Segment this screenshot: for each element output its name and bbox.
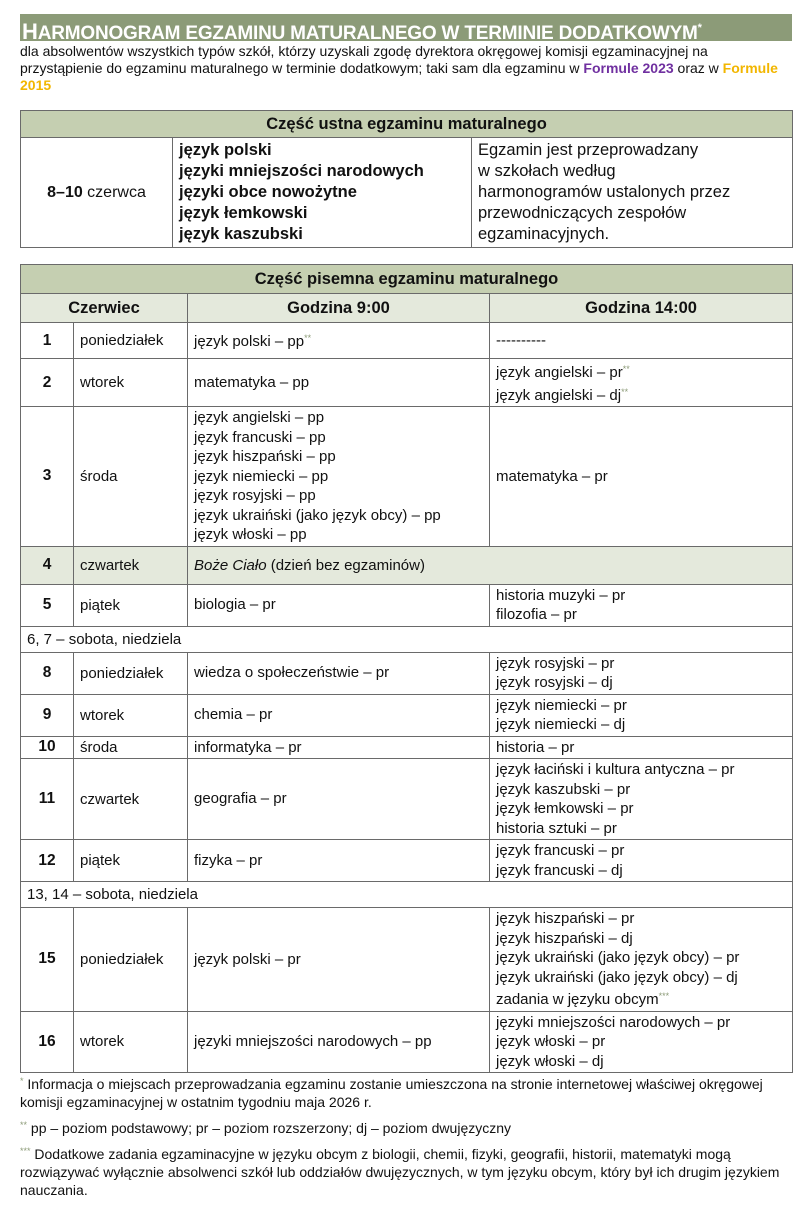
exam-entry: język łemkowski – pr [496,800,634,817]
weekday: czwartek [74,546,188,584]
footnote-mark: *** [658,991,670,1001]
exam-entry: język ukraiński (jako język obcy) – pp [194,506,441,524]
exam-14-cell [490,359,793,407]
footnote-mark: ** [622,364,630,374]
weekday: poniedziałek [74,652,188,694]
exam-9-cell [188,584,490,626]
exam-entry: język kaszubski – pr [496,780,631,798]
weekday: piątek [74,584,188,626]
footnote-mark: ** [621,386,629,397]
oral-heading: Część ustna egzaminu maturalnego [21,111,793,138]
exam-entry: język włoski – pp [194,526,307,543]
exam-14-cell [490,1011,793,1073]
intro-text: dla absolwentów wszystkich typów szkół, którzy uzyskali zgodę dyrektora okręgowej komisji egzaminacyjnej na przystąpienie do egzaminu maturalnego w terminie dodatkowym; taki sam dla egzaminu w Formule 2023 oraz w Formule 2015 [20,43,778,93]
exam-day-row [21,694,793,736]
col-9: Godzina 9:00 [188,294,490,323]
weekday: wtorek [74,359,188,407]
footnotes [20,1072,792,1204]
exam-entry: matematyka – pr [496,467,608,485]
weekday: piątek [74,840,188,882]
exam-entry: języki mniejszości narodowych – pp [194,1033,432,1050]
exam-entry: informatyka – pr [194,738,302,756]
exam-entry: język hiszpański – pp [194,448,336,465]
col-month: Czerwiec [21,294,188,323]
exam-entry: język rosyjski – pr [496,654,615,672]
exam-entry: matematyka – pp [194,373,310,391]
weekend-row [21,882,793,908]
exam-entry: chemia – pr [194,706,273,724]
exam-day-row [21,407,793,547]
exam-day-row [21,584,793,626]
day-number: 10 [21,736,74,759]
exam-entry: historia muzyki – pr [496,586,626,604]
exam-entry: język angielski – dj** [496,386,629,404]
weekend-label: 6, 7 – sobota, niedziela [21,626,793,652]
footnote-mark: ** [304,333,312,344]
written-heading: Część pisemna egzaminu maturalnego [21,265,793,294]
exam-entry: język ukraiński (jako język obcy) – pr [496,949,740,966]
footnote: ** pp – poziom podstawowy; pr – poziom rozszerzony; dj – poziom dwujęzyczny [20,1120,512,1136]
exam-day-row [21,323,793,359]
exam-entry: język łaciński i kultura antyczna – pr [496,761,735,778]
written-exam-table [20,264,793,1073]
exam-9-cell [188,1011,490,1073]
exam-entry: język francuski – dj [496,861,623,879]
exam-entry: język angielski – pp [194,409,325,426]
formula-2023-label: Formule 2023 [583,60,674,76]
exam-day-row [21,652,793,694]
exam-day-row [21,1011,793,1073]
exam-9-cell [188,840,490,882]
day-number: 8 [21,652,74,694]
exam-entry: język francuski – pp [194,428,326,446]
exam-entry: geografia – pr [194,790,287,808]
exam-14-cell [490,736,793,759]
weekday: wtorek [74,694,188,736]
col-14: Godzina 14:00 [490,294,793,323]
weekday: poniedziałek [74,908,188,1012]
exam-entry: język włoski – dj [496,1052,604,1070]
exam-14-cell [490,694,793,736]
exam-14-cell [490,759,793,840]
weekend-row [21,626,793,652]
exam-entry: język niemiecki – pr [496,696,627,714]
exam-14-cell [490,908,793,1012]
weekday: środa [74,736,188,759]
day-number: 9 [21,694,74,736]
weekday: wtorek [74,1011,188,1073]
exam-9-cell [188,759,490,840]
exam-14-cell [490,840,793,882]
oral-note: Egzamin jest przeprowadzany w szkołach według harmonogramów ustalonych przez przewodniczących zespołów egzaminacyjnych. [472,138,793,248]
exam-entry: język włoski – pr [496,1033,606,1050]
exam-14-cell [490,584,793,626]
exam-9-cell [188,652,490,694]
exam-entry: język polski – pr [194,950,301,968]
exam-entry: języki mniejszości narodowych – pr [496,1013,731,1031]
weekday: poniedziałek [74,323,188,359]
exam-entry: zadania w języku obcym*** [496,991,670,1008]
exam-entry: język niemiecki – dj [496,716,626,733]
exam-entry: fizyka – pr [194,851,263,869]
exam-entry: język niemiecki – pp [194,467,329,485]
holiday-note: Boże Ciało (dzień bez egzaminów) [188,546,793,584]
exam-9-cell [188,323,490,359]
day-number: 4 [21,546,74,584]
exam-14-cell [490,407,793,547]
exam-9-cell [188,407,490,547]
weekday: czwartek [74,759,188,840]
day-number: 3 [21,407,74,547]
exam-entry: filozofia – pr [496,606,577,623]
exam-day-row [21,546,793,584]
exam-day-row [21,840,793,882]
oral-subjects: język polski języki mniejszości narodowych języki obce nowożytne język łemkowski język kaszubski [173,138,472,248]
day-number: 2 [21,359,74,407]
exam-entry: język rosyjski – dj [496,674,613,691]
exam-entry: język rosyjski – pp [194,487,316,504]
exam-9-cell [188,736,490,759]
weekend-label: 13, 14 – sobota, niedziela [21,882,793,908]
day-number: 15 [21,908,74,1012]
exam-14-cell [490,652,793,694]
exam-day-row [21,908,793,1012]
exam-entry: biologia – pr [194,596,276,614]
day-number: 12 [21,840,74,882]
day-number: 11 [21,759,74,840]
day-number: 1 [21,323,74,359]
exam-entry: ---------- [496,331,546,349]
exam-entry: język hiszpański – dj [496,929,633,947]
exam-9-cell [188,359,490,407]
exam-entry: język angielski – pr** [496,364,630,381]
day-number: 5 [21,584,74,626]
exam-day-row [21,759,793,840]
day-number: 16 [21,1011,74,1073]
formula-2015-label: Formule 2015 [20,60,778,93]
exam-entry: wiedza o społeczeństwie – pr [194,664,390,682]
exam-entry: historia sztuki – pr [496,819,617,837]
exam-entry: język ukraiński (jako język obcy) – dj [496,968,738,986]
oral-exam-table [20,110,793,248]
oral-date: 8–10 czerwca [21,138,173,248]
exam-day-row [21,359,793,407]
exam-day-row [21,736,793,759]
page-title: HARMONOGRAM EGZAMINU MATURALNEGO W TERMINIE DODATKOWYM* [20,14,792,41]
exam-entry: język polski – pp** [194,333,312,351]
page [20,14,792,1198]
footnote: *** Dodatkowe zadania egzaminacyjne w języku obcym z biologii, chemii, fizyki, geografii, historii, matematyki mogą rozwiązywać wyłącznie absolwenci szkół lub oddziałów dwujęzycznych, w tym języku obcym, który był ich drugim językiem nauczania. [20,1146,780,1198]
exam-entry: historia – pr [496,738,575,756]
exam-entry: język hiszpański – pr [496,910,635,927]
weekday: środa [74,407,188,547]
exam-9-cell [188,908,490,1012]
footnote: * Informacja o miejscach przeprowadzania egzaminu zostanie umieszczona na stronie internetowej właściwej okręgowej komisji egzaminacyjnej w ostatnim tygodniu maja 2026 r. [20,1076,763,1110]
exam-9-cell [188,694,490,736]
exam-entry: język francuski – pr [496,842,625,859]
exam-14-cell [490,323,793,359]
